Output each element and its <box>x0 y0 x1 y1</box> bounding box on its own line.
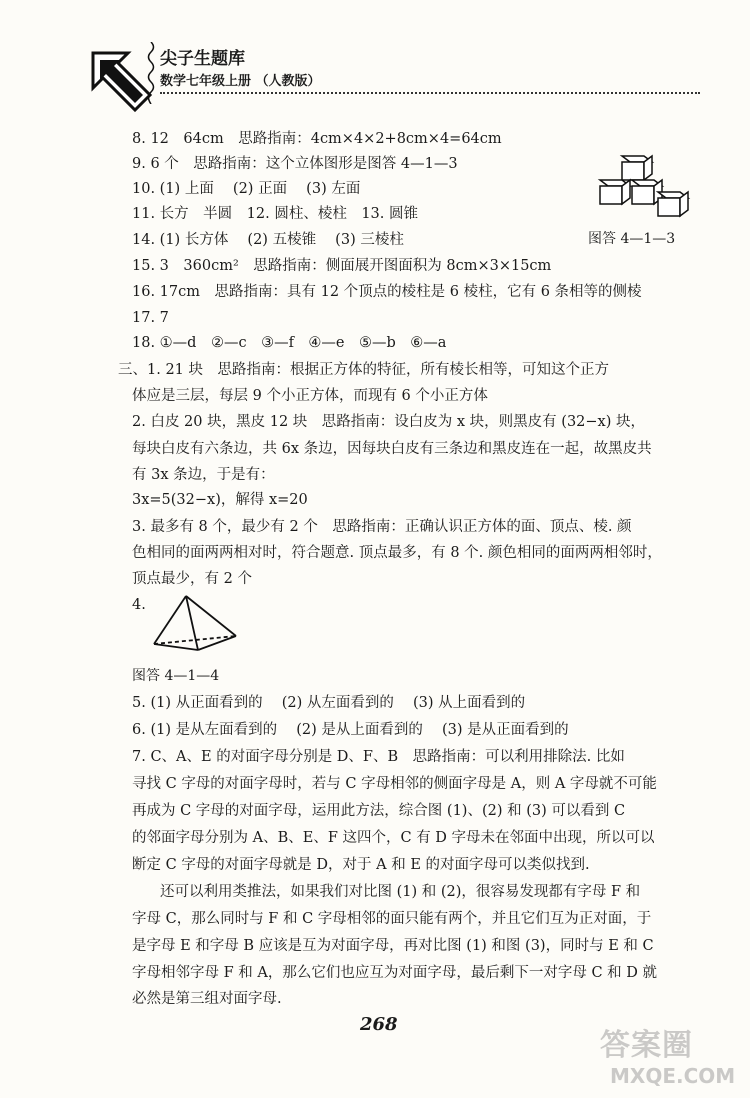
answer-line: 9. 6 个 思路指南：这个立体图形是图答 4—1—3 <box>132 156 458 172</box>
watermark-text: 答案圈 <box>600 1028 693 1063</box>
answer-line: 有 3x 条边，于是有： <box>132 467 275 483</box>
answer-line: 6. (1) 是从左面看到的 (2) 是从上面看到的 (3) 是从正面看到的 <box>132 722 569 738</box>
answer-line: 10. (1) 上面 (2) 正面 (3) 左面 <box>132 181 361 197</box>
page-number: 268 <box>360 1014 398 1035</box>
pyramid-figure <box>150 592 242 654</box>
answer-line: 三、1. 21 块 思路指南：根据正方体的特征，所有棱长相等，可知这个正方 <box>118 362 610 378</box>
answer-line: 寻找 C 字母的对面字母时，若与 C 字母相邻的侧面字母是 A，则 A 字母就不可能 <box>132 776 657 792</box>
cube-figure-caption: 图答 4—1—3 <box>588 231 676 247</box>
watermark-url: MXQE.COM <box>610 1064 736 1088</box>
answer-line: 还可以利用类推法，如果我们对比图 (1) 和 (2)，很容易发现都有字母 F 和 <box>160 884 641 900</box>
answer-line: 11. 长方 半圆 12. 圆柱、棱柱 13. 圆锥 <box>132 206 419 222</box>
wavy-divider <box>146 42 156 104</box>
answer-line: 字母 C，那么同时与 F 和 C 字母相邻的面只能有两个，并且它们互为正对面，于 <box>132 911 652 927</box>
answer-line: 的邻面字母分别为 A、B、E、F 这四个，C 有 D 字母未在邻面中出现，所以可以 <box>132 830 655 846</box>
answer-line: 8. 12 64cm 思路指南：4cm×4×2+8cm×4=64cm <box>132 131 502 147</box>
pyramid-figure-caption: 图答 4—1—4 <box>132 668 220 684</box>
answer-line: 是字母 E 和字母 B 应该是互为对面字母，再对比图 (1) 和图 (3)，同时与 E 和 C <box>132 938 654 954</box>
answer-line: 每块白皮有六条边，共 6x 条边，因每块白皮有三条边和黑皮连在一起，故黑皮共 <box>132 441 652 457</box>
page-header <box>0 0 750 110</box>
cube-stack-figure <box>592 152 692 220</box>
answer-line: 7. C、A、E 的对面字母分别是 D、F、B 思路指南：可以利用排除法. 比如 <box>132 749 625 765</box>
answer-line: 4. <box>132 597 146 613</box>
answer-line: 顶点最少，有 2 个 <box>132 571 252 587</box>
answer-line: 字母相邻字母 F 和 A，那么它们也应互为对面字母，最后剩下一对字母 C 和 D 就 <box>132 965 658 981</box>
answer-line: 15. 3 360cm² 思路指南：侧面展开图面积为 8cm×3×15cm <box>132 258 552 274</box>
answer-line: 2. 白皮 20 块，黑皮 12 块 思路指南：设白皮为 x 块，则黑皮有 (32−x) 块， <box>132 414 645 430</box>
answer-line: 17. 7 <box>132 310 169 326</box>
header-rule <box>160 92 700 94</box>
series-title: 尖子生题库 <box>160 49 245 69</box>
answer-line: 5. (1) 从正面看到的 (2) 从左面看到的 (3) 从上面看到的 <box>132 695 526 711</box>
answer-line: 14. (1) 长方体 (2) 五棱锥 (3) 三棱柱 <box>132 232 404 248</box>
answer-line: 再成为 C 字母的对面字母，运用此方法，综合图 (1)、(2) 和 (3) 可以看到 C <box>132 803 626 819</box>
answer-line: 色相同的面两两相对时，符合题意. 顶点最多，有 8 个. 颜色相同的面两两相邻时， <box>132 545 662 561</box>
answer-line: 16. 17cm 思路指南：具有 12 个顶点的棱柱是 6 棱柱，它有 6 条相等的侧棱 <box>132 284 642 300</box>
answer-line: 18. ①—d ②—c ③—f ④—e ⑤—b ⑥—a <box>132 335 447 351</box>
book-title: 数学七年级上册 （人教版） <box>160 74 321 89</box>
answer-line: 3. 最多有 8 个，最少有 2 个 思路指南：正确认识正方体的面、顶点、棱. 颜 <box>132 519 632 535</box>
answer-line: 3x=5(32−x)，解得 x=20 <box>132 492 308 508</box>
answer-line: 必然是第三组对面字母. <box>132 991 282 1007</box>
answer-line: 断定 C 字母的对面字母就是 D，对于 A 和 E 的对面字母可以类似找到. <box>132 857 590 873</box>
answer-line: 体应是三层，每层 9 个小正方体，而现有 6 个小正方体 <box>132 388 488 404</box>
